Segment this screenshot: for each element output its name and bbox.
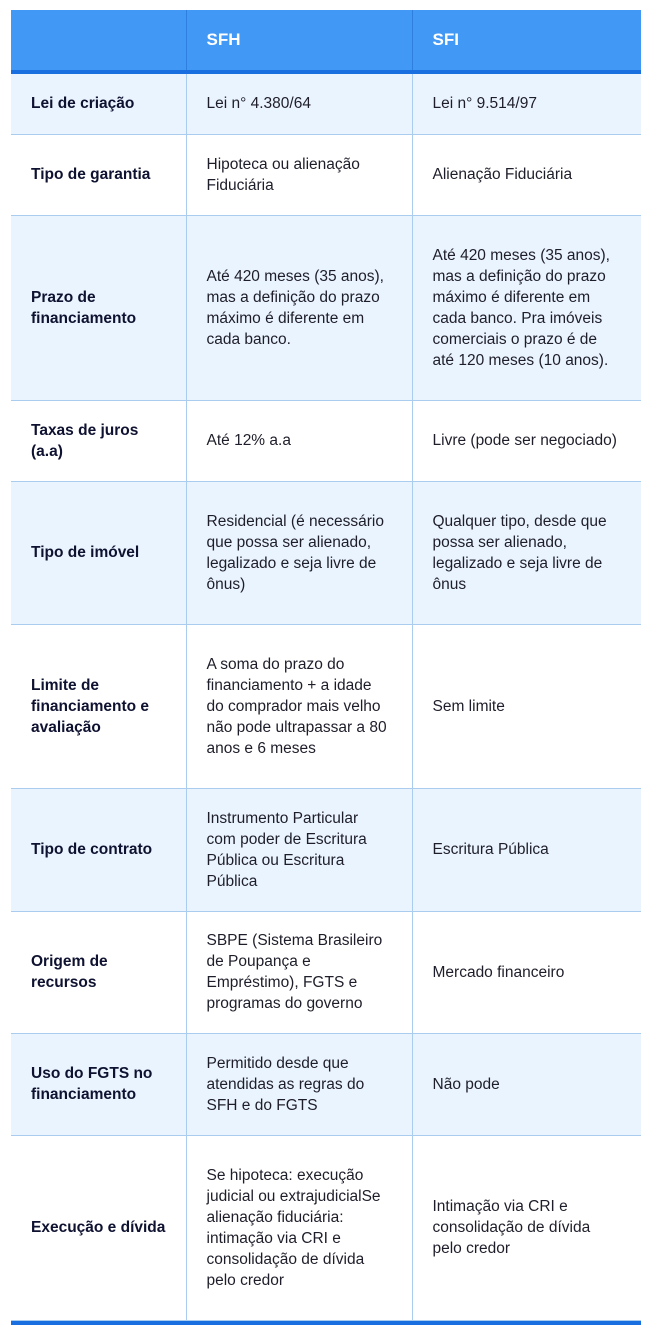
table-bottom-border [11,1321,641,1325]
row-sfh-value: Lei n° 4.380/64 [186,72,412,134]
row-sfh-value: Permitido desde que atendidas as regras do SFH e do FGTS [186,1033,412,1135]
header-sfi: SFI [412,10,641,72]
table-row [11,72,641,134]
row-sfh-value: Se hipoteca: execução judicial ou extrajudicialSe alienação fiduciária: intimação via CRI e consolidação de dívida pelo credor [186,1135,412,1320]
row-sfi-value: Livre (pode ser negociado) [412,400,641,481]
table-row [11,215,641,400]
table-row [11,1135,641,1320]
row-sfi-value: Lei n° 9.514/97 [412,72,641,134]
row-sfh-value: A soma do prazo do financiamento + a idade do comprador mais velho não pode ultrapassar a 80 anos e 6 meses [186,624,412,788]
row-sfh-value: Até 420 meses (35 anos), mas a definição do prazo máximo é diferente em cada banco. [186,215,412,400]
table-row [11,788,641,911]
comparison-table-container [11,10,641,1325]
table-header-row [11,10,641,72]
row-sfh-value: Instrumento Particular com poder de Escritura Pública ou Escritura Pública [186,788,412,911]
row-label: Tipo de imóvel [11,481,186,624]
row-sfi-value: Escritura Pública [412,788,641,911]
row-sfi-value: Não pode [412,1033,641,1135]
table-row [11,481,641,624]
row-sfi-value: Sem limite [412,624,641,788]
row-label: Uso do FGTS no financiamento [11,1033,186,1135]
table-row [11,624,641,788]
row-sfh-value: SBPE (Sistema Brasileiro de Poupança e Empréstimo), FGTS e programas do governo [186,911,412,1033]
row-sfi-value: Até 420 meses (35 anos), mas a definição do prazo máximo é diferente em cada banco. Pra imóveis comerciais o prazo é de até 120 meses (10 anos). [412,215,641,400]
row-sfi-value: Mercado financeiro [412,911,641,1033]
row-sfh-value: Até 12% a.a [186,400,412,481]
row-label: Lei de criação [11,72,186,134]
row-label: Limite de financiamento e avaliação [11,624,186,788]
header-empty-cell [11,10,186,72]
row-label: Origem de recursos [11,911,186,1033]
table-row [11,1033,641,1135]
row-label: Execução e dívida [11,1135,186,1320]
row-sfh-value: Hipoteca ou alienação Fiduciária [186,134,412,215]
row-sfi-value: Intimação via CRI e consolidação de dívida pelo credor [412,1135,641,1320]
row-sfh-value: Residencial (é necessário que possa ser alienado, legalizado e seja livre de ônus) [186,481,412,624]
table-row [11,400,641,481]
row-label: Prazo de financiamento [11,215,186,400]
header-sfh: SFH [186,10,412,72]
row-sfi-value: Alienação Fiduciária [412,134,641,215]
row-label: Tipo de contrato [11,788,186,911]
row-sfi-value: Qualquer tipo, desde que possa ser alienado, legalizado e seja livre de ônus [412,481,641,624]
row-label: Tipo de garantia [11,134,186,215]
comparison-table [11,10,641,1321]
row-label: Taxas de juros (a.a) [11,400,186,481]
table-row [11,134,641,215]
table-row [11,911,641,1033]
